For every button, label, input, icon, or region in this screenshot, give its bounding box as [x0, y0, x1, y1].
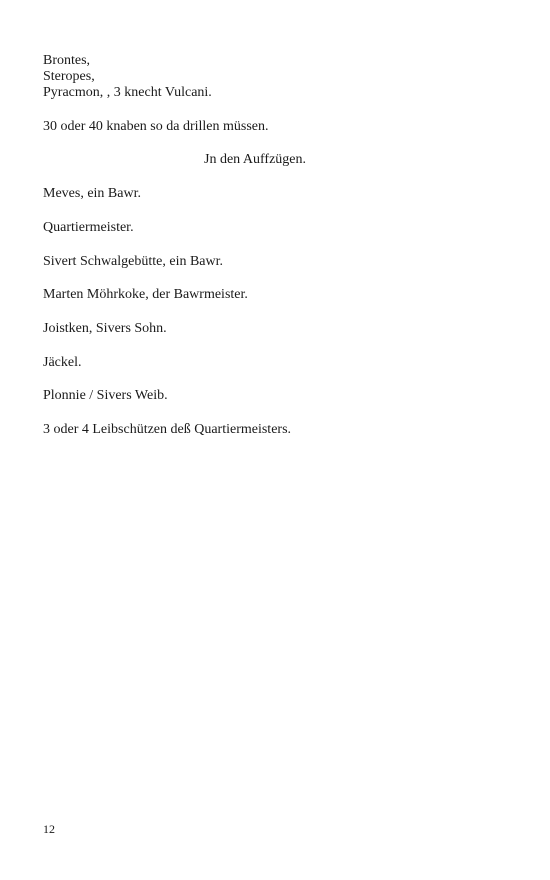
page-number: 12 [43, 822, 55, 836]
cyclops-brontes: Brontes, [43, 53, 91, 68]
character-jaeckel: Jäckel. [43, 355, 82, 370]
character-marten: Marten Möhrkoke, der Bawrmeister. [43, 287, 248, 302]
cyclops-steropes: Steropes, [43, 69, 95, 84]
section-heading: Jn den Auffzügen. [204, 152, 306, 167]
character-plonnie: Plonnie / Sivers Weib. [43, 388, 168, 403]
cyclopes-list [43, 53, 503, 101]
character-sivert: Sivert Schwalgebütte, ein Bawr. [43, 254, 224, 269]
character-joistken: Joistken, Sivers Sohn. [43, 321, 167, 336]
character-leibschuetzen: 3 oder 4 Leibschützen deß Quartiermeisters. [43, 422, 292, 437]
boys-line: 30 oder 40 knaben so da drillen müssen. [43, 119, 269, 134]
character-quartiermeister: Quartiermeister. [43, 220, 134, 235]
character-meves: Meves, ein Bawr. [43, 186, 141, 201]
cyclops-pyracmon: Pyracmon, , 3 knecht Vulcani. [43, 85, 212, 100]
